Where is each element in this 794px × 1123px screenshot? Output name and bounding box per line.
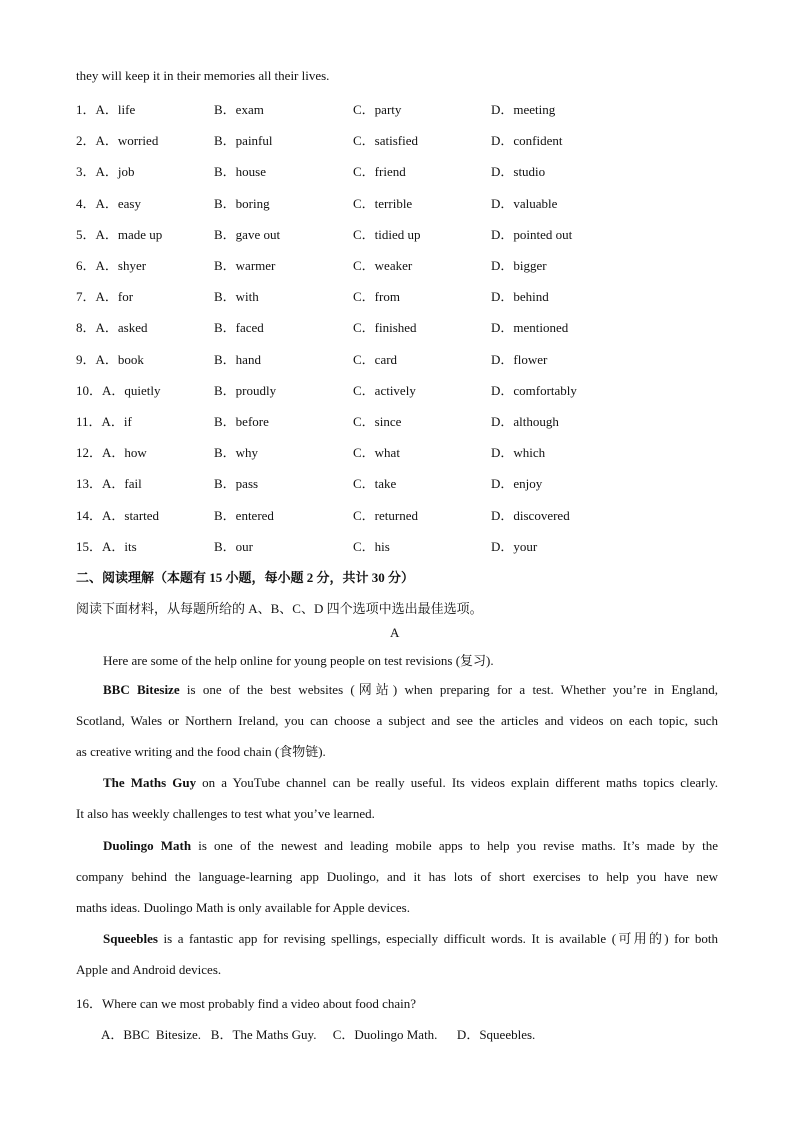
paragraph-bbc-bitesize: [76, 674, 718, 767]
option-c: C．card: [353, 351, 398, 367]
option-c: C．from: [353, 289, 400, 305]
option-text: job: [117, 164, 135, 180]
cloze-row: [76, 255, 716, 273]
text-run: is one of the newest and leading mobile apps to help you revise maths. It’s made by the: [191, 838, 719, 853]
option-b: B．warmer: [214, 258, 276, 273]
question-number: 7．A．: [76, 289, 118, 305]
option-d: D．enjoy: [491, 476, 543, 492]
cloze-row: [76, 161, 716, 179]
question-number: 2．A．: [76, 133, 118, 149]
option-a: [76, 161, 135, 180]
paragraph-maths-guy: [76, 767, 718, 829]
question-number: 3．A．: [76, 164, 118, 180]
question-number: 8．A．: [76, 320, 118, 336]
paragraph-squeebles: [76, 923, 718, 985]
cloze-row: [76, 505, 716, 523]
option-c: C．party: [353, 102, 402, 117]
option-a: [76, 473, 142, 492]
question-number: 11．A．: [76, 414, 124, 429]
option-d: D．although: [491, 414, 559, 429]
option-c: C．what: [353, 445, 400, 461]
option-text: its: [124, 538, 137, 554]
option-d: D．comfortably: [491, 382, 577, 398]
option-text: if: [123, 414, 132, 429]
option-b: B．painful: [214, 133, 273, 149]
para-line: It also has weekly challenges to test what you’ve learned.: [76, 806, 375, 821]
option-text: life: [117, 102, 136, 117]
resource-name: Duolingo Math: [103, 838, 192, 853]
para-line: as creative writing and the food chain (食物链).: [76, 744, 326, 759]
section-title: 二、阅读理解（本题有 15 小题，每小题 2 分，共计 30 分）: [76, 570, 415, 585]
option-a: [76, 317, 148, 336]
question-16-options: A．BBC Bitesize. B．The Maths Guy. C．Duolingo Math. D．Squeebles.: [101, 1027, 536, 1042]
option-d: D．confident: [491, 133, 563, 149]
option-text: fail: [124, 476, 142, 492]
option-b: B．exam: [214, 102, 264, 117]
option-a: [76, 349, 144, 368]
option-a: [76, 286, 133, 305]
para-line: Apple and Android devices.: [76, 962, 222, 977]
resource-name: BBC Bitesize: [103, 682, 180, 697]
para-line: [76, 923, 718, 954]
option-a: [76, 224, 162, 243]
option-c: C．returned: [353, 507, 418, 523]
para-line: company behind the language-learning app Duolingo, and it has lots of short exercises to help you have new: [76, 869, 718, 884]
cloze-row: [76, 473, 716, 491]
option-b: B．proudly: [214, 382, 277, 398]
option-d: D．behind: [491, 289, 549, 305]
option-d: D．which: [491, 445, 546, 461]
option-c: C．friend: [353, 164, 406, 180]
cloze-row: [76, 349, 716, 367]
option-d: D．meeting: [491, 102, 556, 117]
option-text: easy: [117, 195, 141, 211]
option-text: made up: [117, 226, 163, 242]
option-d: D．valuable: [491, 195, 558, 211]
option-c: C．take: [353, 476, 397, 492]
option-text: quietly: [124, 382, 161, 398]
question-number: 6．A．: [76, 258, 118, 273]
question-number: 13．A．: [76, 476, 125, 492]
option-b: B．faced: [214, 320, 264, 336]
question-number: 9．A．: [76, 351, 118, 367]
para-line: [76, 767, 718, 798]
cloze-row: [76, 286, 716, 304]
option-c: C．actively: [353, 382, 416, 398]
cloze-row: [76, 442, 716, 460]
option-a: [76, 380, 161, 399]
option-a: [76, 536, 137, 555]
option-b: B．boring: [214, 195, 270, 211]
passage-label: A: [390, 625, 400, 640]
instruction: 阅读下面材料，从每题所给的 A、B、C、D 四个选项中选出最佳选项。: [76, 601, 483, 616]
option-d: D．pointed out: [491, 226, 573, 242]
option-d: D．flower: [491, 351, 548, 367]
option-d: D．your: [491, 538, 538, 554]
option-b: B．house: [214, 164, 267, 180]
question-number: 4．A．: [76, 195, 118, 211]
para-line: maths ideas. Duolingo Math is only available for Apple devices.: [76, 900, 410, 915]
cloze-row: [76, 130, 716, 148]
resource-name: Squeebles: [103, 931, 158, 946]
option-b: B．our: [214, 538, 254, 554]
question-16-stem: 16．Where can we most probably find a video about food chain?: [76, 996, 417, 1011]
option-b: B．hand: [214, 351, 261, 367]
option-b: B．why: [214, 445, 259, 461]
option-b: B．pass: [214, 476, 259, 492]
passage-intro: Here are some of the help online for young people on test revisions (复习).: [103, 653, 494, 668]
option-text: asked: [117, 320, 148, 336]
cloze-row: [76, 317, 716, 335]
question-number: 1．A．: [76, 102, 118, 117]
cloze-row: [76, 380, 716, 398]
option-a: [76, 255, 146, 274]
option-text: how: [124, 445, 147, 461]
cloze-row: [76, 536, 716, 554]
question-number: 15．A．: [76, 538, 125, 554]
option-d: D．discovered: [491, 507, 570, 523]
para-line: [76, 674, 718, 705]
option-a: [76, 193, 141, 212]
cloze-row: [76, 411, 716, 429]
option-text: started: [124, 507, 160, 523]
cloze-row: [76, 224, 716, 242]
question-number: 10．A．: [76, 382, 125, 398]
option-a: [76, 130, 158, 149]
option-c: C．since: [353, 414, 402, 429]
text-run: on a YouTube channel can be really useful. Its videos explain different maths topics clearly.: [196, 775, 718, 790]
option-a: [76, 99, 135, 118]
option-text: worried: [117, 133, 159, 149]
option-a: [76, 411, 132, 430]
option-c: C．terrible: [353, 195, 413, 211]
para-line: [76, 830, 718, 861]
option-c: C．tidied up: [353, 226, 421, 242]
question-number: 5．A．: [76, 226, 118, 242]
option-d: D．studio: [491, 164, 546, 180]
cloze-row: [76, 99, 716, 117]
option-a: [76, 442, 147, 461]
question-number: 12．A．: [76, 445, 125, 461]
option-c: C．weaker: [353, 258, 413, 273]
text-run: is a fantastic app for revising spellings, especially difficult words. It is available (可用的) for both: [157, 931, 718, 946]
resource-name: The Maths Guy: [103, 775, 197, 790]
option-text: book: [117, 351, 144, 367]
para-line: Scotland, Wales or Northern Ireland, you can choose a subject and see the articles and videos on each topic, such: [76, 713, 718, 728]
option-a: [76, 505, 159, 524]
option-text: for: [117, 289, 134, 305]
paragraph-duolingo-math: [76, 830, 718, 923]
option-b: B．before: [214, 414, 269, 429]
option-c: C．his: [353, 538, 390, 554]
option-b: B．entered: [214, 507, 274, 523]
option-text: shyer: [117, 258, 147, 273]
cloze-row: [76, 193, 716, 211]
intro-line: they will keep it in their memories all their lives.: [76, 68, 330, 83]
text-run: is one of the best websites (网站) when preparing for a test. Whether you’re in England,: [179, 682, 718, 697]
option-d: D．bigger: [491, 258, 547, 273]
option-c: C．finished: [353, 320, 417, 336]
option-d: D．mentioned: [491, 320, 569, 336]
option-b: B．gave out: [214, 226, 281, 242]
option-c: C．satisfied: [353, 133, 418, 149]
option-b: B．with: [214, 289, 259, 305]
question-number: 14．A．: [76, 507, 125, 523]
